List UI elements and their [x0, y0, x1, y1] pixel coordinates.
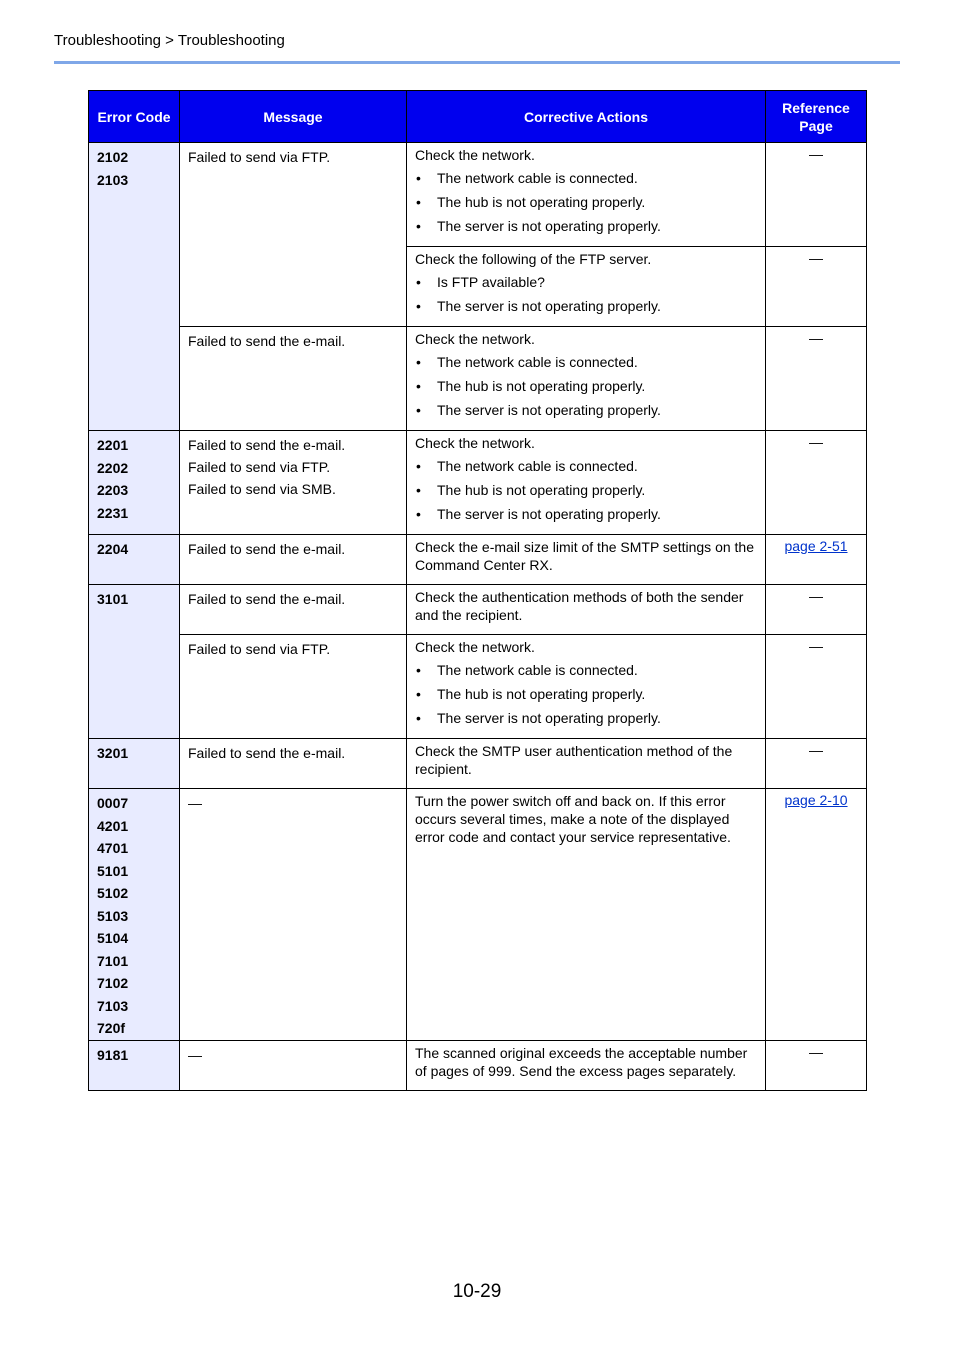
action-bullet: • The server is not operating properly.: [415, 214, 757, 238]
reference-cell: [766, 327, 867, 431]
message-text: Failed to send via FTP.: [188, 459, 331, 475]
reference-cell: [766, 1040, 867, 1090]
error-code: 2204: [97, 541, 129, 557]
action-bullet: • The network cable is connected.: [415, 350, 757, 374]
error-code: 0007: [97, 795, 129, 811]
error-code-cell: [89, 535, 180, 585]
message-text: Failed to send the e-mail.: [188, 333, 346, 349]
corrective-action-cell: [407, 327, 766, 431]
error-code: 2202: [97, 459, 129, 476]
reference-none: —: [809, 330, 823, 346]
error-code: 5101: [97, 862, 129, 879]
action-text: The scanned original exceeds the acceptable number of pages of 999. Send the excess pages separately.: [415, 1044, 748, 1079]
message-cell: [180, 635, 407, 739]
action-bullet: • The hub is not operating properly.: [415, 190, 757, 214]
message-text: —: [188, 1046, 202, 1063]
error-code: 4201: [97, 817, 129, 834]
error-code-cell: [89, 739, 180, 789]
corrective-action-cell: [407, 789, 766, 1041]
message-cell: [180, 585, 407, 635]
reference-page-link[interactable]: page 2-51: [784, 538, 848, 554]
action-bullet-list: [415, 350, 757, 422]
corrective-action-cell: [407, 585, 766, 635]
action-bullet: • The network cable is connected.: [415, 454, 757, 478]
message-text: Failed to send the e-mail.: [188, 745, 346, 761]
corrective-action-cell: [407, 635, 766, 739]
reference-cell: [766, 143, 867, 247]
error-code: 2203: [97, 482, 129, 498]
action-text: Check the e-mail size limit of the SMTP settings on the Command Center RX.: [415, 539, 754, 573]
table-row: [89, 327, 867, 431]
reference-cell: [766, 789, 867, 1041]
action-bullet-list: [415, 454, 757, 526]
error-code: 5103: [97, 907, 129, 924]
action-bullet: • The network cable is connected.: [415, 166, 757, 190]
message-cell: [180, 327, 407, 431]
action-text: Check the authentication methods of both the sender and the recipient.: [415, 589, 744, 623]
error-code: 2231: [97, 504, 129, 521]
error-code: 2102: [97, 149, 129, 165]
message-text: Failed to send the e-mail.: [188, 541, 346, 557]
reference-none: —: [809, 742, 823, 758]
message-text: Failed to send the e-mail.: [188, 437, 346, 453]
action-lead: Check the following of the FTP server.: [415, 251, 652, 267]
error-code: 720f: [97, 1020, 126, 1036]
action-bullet: • The server is not operating properly.: [415, 502, 757, 526]
corrective-action-cell: [407, 143, 766, 247]
action-bullet: • The hub is not operating properly.: [415, 374, 757, 398]
action-bullet: • The server is not operating properly.: [415, 706, 757, 730]
message-cell: [180, 431, 407, 535]
reference-cell: [766, 585, 867, 635]
message-text: Failed to send via FTP.: [188, 641, 331, 657]
error-code-table: [88, 90, 867, 1091]
error-code: 7101: [97, 952, 129, 969]
action-bullet-list: [415, 270, 757, 318]
reference-cell: [766, 635, 867, 739]
header-error-code: Error Code: [89, 91, 180, 143]
error-code: 9181: [97, 1046, 129, 1063]
table-row: [89, 1040, 867, 1090]
error-code: 4701: [97, 840, 129, 856]
table-header-row: [89, 91, 867, 143]
error-code: 3201: [97, 745, 129, 761]
message-text: Failed to send via SMB.: [188, 481, 336, 497]
table-row: [89, 789, 867, 1041]
message-cell: [180, 739, 407, 789]
reference-cell: [766, 247, 867, 327]
corrective-action-cell: [407, 535, 766, 585]
breadcrumb: Troubleshooting > Troubleshooting: [54, 32, 285, 49]
message-text: —: [188, 795, 202, 811]
error-code: 3101: [97, 591, 129, 607]
corrective-action-cell: [407, 739, 766, 789]
action-bullet: • The hub is not operating properly.: [415, 682, 757, 706]
message-text: Failed to send via FTP.: [188, 149, 331, 165]
header-reference-page: Reference Page: [766, 91, 867, 143]
header-divider: [54, 61, 900, 64]
action-bullet: • The network cable is connected.: [415, 658, 757, 682]
message-cell: [180, 1040, 407, 1090]
corrective-action-cell: [407, 431, 766, 535]
header-message: Message: [180, 91, 407, 143]
reference-none: —: [809, 1043, 823, 1060]
table-row: [89, 739, 867, 789]
reference-none: —: [809, 434, 823, 450]
action-bullet: • The server is not operating properly.: [415, 294, 757, 318]
action-lead: Check the network.: [415, 331, 535, 347]
action-bullet: • The server is not operating properly.: [415, 398, 757, 422]
action-text: Check the SMTP user authentication method of the recipient.: [415, 743, 733, 777]
error-code-cell: [89, 1040, 180, 1090]
header-corrective-actions: Corrective Actions: [407, 91, 766, 143]
table-row: [89, 585, 867, 635]
action-bullet: • Is FTP available?: [415, 270, 757, 294]
reference-none: —: [809, 638, 823, 654]
action-text: Turn the power switch off and back on. If this error occurs several times, make a note of the displayed error code and contact your service representative.: [415, 793, 731, 845]
message-cell: [180, 789, 407, 1041]
reference-cell: [766, 739, 867, 789]
corrective-action-cell: [407, 1040, 766, 1090]
message-cell: [180, 535, 407, 585]
error-code-cell: [89, 585, 180, 739]
error-code: 7102: [97, 975, 129, 991]
action-bullet-list: [415, 658, 757, 730]
message-cell: [180, 143, 407, 327]
action-lead: Check the network.: [415, 435, 535, 451]
reference-none: —: [809, 588, 823, 604]
table-row: [89, 535, 867, 585]
corrective-action-cell: [407, 247, 766, 327]
error-code: 2103: [97, 171, 129, 188]
action-bullet: • The hub is not operating properly.: [415, 478, 757, 502]
error-code: 2201: [97, 437, 129, 453]
table-row: [89, 431, 867, 535]
message-text: Failed to send the e-mail.: [188, 591, 346, 607]
action-lead: Check the network.: [415, 147, 535, 163]
reference-none: —: [809, 146, 823, 162]
action-bullet-list: [415, 166, 757, 238]
table-row: [89, 635, 867, 739]
error-code-cell: [89, 431, 180, 535]
action-lead: Check the network.: [415, 639, 535, 655]
reference-none: —: [809, 250, 823, 266]
reference-page-link[interactable]: page 2-10: [784, 792, 848, 808]
error-code: 5104: [97, 930, 129, 946]
reference-cell: [766, 431, 867, 535]
error-code-cell: [89, 789, 180, 1041]
page-number: 10-29: [452, 1281, 502, 1302]
reference-cell: [766, 535, 867, 585]
table-row: [89, 143, 867, 247]
error-code: 7103: [97, 997, 129, 1014]
error-code: 5102: [97, 885, 129, 901]
error-code-cell: [89, 143, 180, 431]
